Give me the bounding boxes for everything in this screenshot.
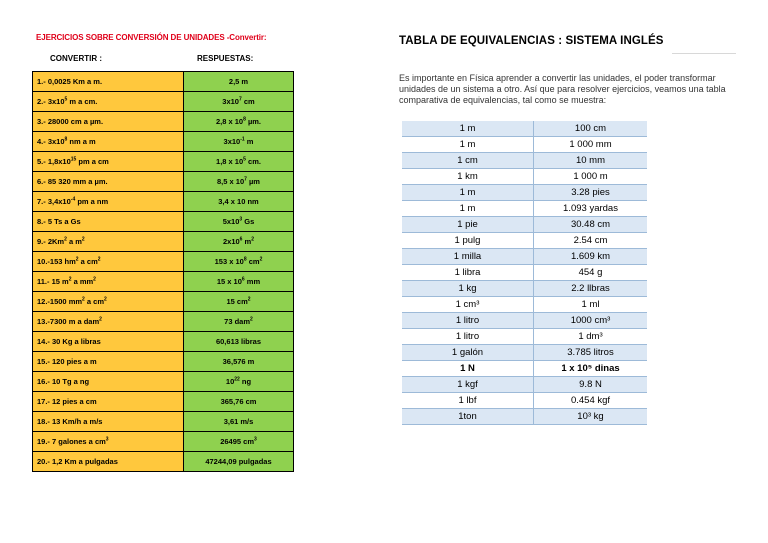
exercise-answer: 15 x $10^6$ mm xyxy=(184,272,294,292)
exercise-question: 19.- 7 galones a $cm^3$ xyxy=(33,432,184,452)
equivalence-unit: 1 kg xyxy=(402,281,534,297)
exercise-row xyxy=(33,212,294,232)
equivalence-row xyxy=(402,281,647,297)
col-header-convert: CONVERTIR : xyxy=(50,54,102,63)
exercise-question: 11.- 15 $m^2$ a $mm^2$ xyxy=(33,272,184,292)
col-header-answers: RESPUESTAS: xyxy=(197,54,254,63)
equivalence-row xyxy=(402,377,647,393)
exercise-question: 3.- 28000 cm a µm. xyxy=(33,112,184,132)
equivalence-value: 3.785 litros xyxy=(534,345,648,361)
equivalence-value: 2.54 cm xyxy=(534,233,648,249)
exercise-row xyxy=(33,292,294,312)
exercise-answer: $10^{22}$ ng xyxy=(184,372,294,392)
equivalence-row xyxy=(402,393,647,409)
exercises-title: EJERCICIOS SOBRE CONVERSIÓN DE UNIDADES -Convertir: xyxy=(36,33,267,42)
exercise-question: 9.- 2Km$^2$ a $m^2$ xyxy=(33,232,184,252)
equivalence-value: 1000 cm³ xyxy=(534,313,648,329)
exercise-row xyxy=(33,272,294,292)
exercise-row xyxy=(33,452,294,472)
exercise-answer: 3,4 x 10 nm xyxy=(184,192,294,212)
exercise-row xyxy=(33,312,294,332)
exercise-row xyxy=(33,92,294,112)
equivalence-unit: 1 galón xyxy=(402,345,534,361)
exercise-answer: 73 dam$^2$ xyxy=(184,312,294,332)
exercise-question: 5.- $1,8x10^{15}$ pm a cm xyxy=(33,152,184,172)
exercise-answer: 1,8 x $10^5$ cm. xyxy=(184,152,294,172)
equivalence-value: 10³ kg xyxy=(534,409,648,425)
equivalence-value: 0.454 kgf xyxy=(534,393,648,409)
equivalence-unit: 1 m xyxy=(402,185,534,201)
equivalence-table xyxy=(402,121,647,425)
equivalence-row xyxy=(402,409,647,425)
exercise-answer: 36,576 m xyxy=(184,352,294,372)
equivalence-row xyxy=(402,217,647,233)
equivalence-value: 1 x 10⁵ dinas xyxy=(534,361,648,377)
equivalence-value: 454 g xyxy=(534,265,648,281)
equivalence-value: 2.2 llbras xyxy=(534,281,648,297)
exercise-answer: $5x10^3$ Gs xyxy=(184,212,294,232)
equivalence-value: 3.28 pies xyxy=(534,185,648,201)
exercise-question: 10.-153 $hm^2$ a $cm^2$ xyxy=(33,252,184,272)
title-rule xyxy=(672,53,736,54)
equivalence-row xyxy=(402,201,647,217)
exercise-row xyxy=(33,132,294,152)
equivalence-row xyxy=(402,297,647,313)
equivalence-value: 1.093 yardas xyxy=(534,201,648,217)
equivalence-unit: 1 libra xyxy=(402,265,534,281)
equivalence-row xyxy=(402,137,647,153)
equivalence-unit: 1 pulg xyxy=(402,233,534,249)
equivalence-unit: 1 lbf xyxy=(402,393,534,409)
equivalence-unit: 1 pie xyxy=(402,217,534,233)
exercise-answer: 365,76 cm xyxy=(184,392,294,412)
equivalence-value: 1 dm³ xyxy=(534,329,648,345)
exercise-answer: 8,5 x $10^7$ µm xyxy=(184,172,294,192)
exercise-answer: 60,613 libras xyxy=(184,332,294,352)
equivalence-title: TABLA DE EQUIVALENCIAS : SISTEMA INGLÉS xyxy=(399,35,664,47)
exercise-answer: 26495 $cm^3$ xyxy=(184,432,294,452)
equivalence-unit: 1 litro xyxy=(402,313,534,329)
exercise-row xyxy=(33,112,294,132)
exercise-question: 1.- 0,0025 Km a m. xyxy=(33,72,184,92)
exercise-row xyxy=(33,232,294,252)
equivalence-unit: 1 m xyxy=(402,137,534,153)
equivalence-row xyxy=(402,121,647,137)
equivalence-value: 10 mm xyxy=(534,153,648,169)
exercise-row xyxy=(33,172,294,192)
exercise-answer: $3x10^{-1}$ m xyxy=(184,132,294,152)
exercise-row xyxy=(33,352,294,372)
equivalence-row xyxy=(402,233,647,249)
exercise-question: 17.- 12 pies a cm xyxy=(33,392,184,412)
exercise-answer: 15 $cm^2$ xyxy=(184,292,294,312)
equivalence-unit: 1 cm xyxy=(402,153,534,169)
equivalence-row xyxy=(402,169,647,185)
intro-paragraph: Es importante en Física aprender a convertir las unidades, el poder transformar unidades de un sistema a otro. Así que para resolver ejercicios, veamos una tabla comparativa de equivalencias, tal como se muestra: xyxy=(399,73,726,105)
exercise-row xyxy=(33,252,294,272)
equivalence-value: 30.48 cm xyxy=(534,217,648,233)
exercise-question: 18.- 13 Km/h a m/s xyxy=(33,412,184,432)
exercise-row xyxy=(33,72,294,92)
exercise-question: 12.-1500 $mm^2$ a $cm^2$ xyxy=(33,292,184,312)
equivalence-row xyxy=(402,265,647,281)
equivalence-unit: 1ton xyxy=(402,409,534,425)
exercise-question: 15.- 120 pies a m xyxy=(33,352,184,372)
equivalence-value: 1 000 m xyxy=(534,169,648,185)
exercise-question: 6.- 85 320 mm a µm. xyxy=(33,172,184,192)
exercise-question: 2.- $3x10^5$ m a cm. xyxy=(33,92,184,112)
exercise-question: 16.- 10 Tg a ng xyxy=(33,372,184,392)
equivalence-row xyxy=(402,249,647,265)
exercise-answer: $3x10^7$ cm xyxy=(184,92,294,112)
exercises-table xyxy=(32,71,294,472)
equivalence-unit: 1 litro xyxy=(402,329,534,345)
exercise-question: 13.-7300 m a dam$^2$ xyxy=(33,312,184,332)
exercise-answer: $2x10^6$ $m^2$ xyxy=(184,232,294,252)
exercise-question: 4.- $3x10^8$ nm a m xyxy=(33,132,184,152)
exercise-question: 7.- $3,4x10^{-4}$ pm a nm xyxy=(33,192,184,212)
exercise-row xyxy=(33,412,294,432)
equivalence-unit: 1 m xyxy=(402,121,534,137)
equivalence-unit: 1 km xyxy=(402,169,534,185)
equivalence-value: 1.609 km xyxy=(534,249,648,265)
equivalence-unit: 1 kgf xyxy=(402,377,534,393)
exercise-question: 20.- 1,2 Km a pulgadas xyxy=(33,452,184,472)
exercise-answer: 153 x $10^8$ $cm^2$ xyxy=(184,252,294,272)
exercise-row xyxy=(33,192,294,212)
equivalence-value: 100 cm xyxy=(534,121,648,137)
exercise-row xyxy=(33,152,294,172)
exercise-row xyxy=(33,332,294,352)
equivalence-value: 1 000 mm xyxy=(534,137,648,153)
equivalence-value: 1 ml xyxy=(534,297,648,313)
exercise-answer: 2,5 m xyxy=(184,72,294,92)
exercise-answer: 2,8 x $10^8$ µm. xyxy=(184,112,294,132)
exercise-row xyxy=(33,392,294,412)
equivalence-unit: 1 milla xyxy=(402,249,534,265)
exercise-row xyxy=(33,372,294,392)
equivalence-value: 9.8 N xyxy=(534,377,648,393)
exercise-answer: 3,61 m/s xyxy=(184,412,294,432)
equivalence-row xyxy=(402,313,647,329)
equivalence-unit: 1 m xyxy=(402,201,534,217)
equivalence-row xyxy=(402,329,647,345)
equivalence-row xyxy=(402,185,647,201)
equivalence-unit: 1 cm³ xyxy=(402,297,534,313)
equivalence-row xyxy=(402,361,647,377)
equivalence-row xyxy=(402,345,647,361)
equivalence-row xyxy=(402,153,647,169)
exercise-question: 8.- 5 Ts a Gs xyxy=(33,212,184,232)
equivalence-unit: 1 N xyxy=(402,361,534,377)
exercise-question: 14.- 30 Kg a libras xyxy=(33,332,184,352)
exercise-row xyxy=(33,432,294,452)
exercise-answer: 47244,09 pulgadas xyxy=(184,452,294,472)
